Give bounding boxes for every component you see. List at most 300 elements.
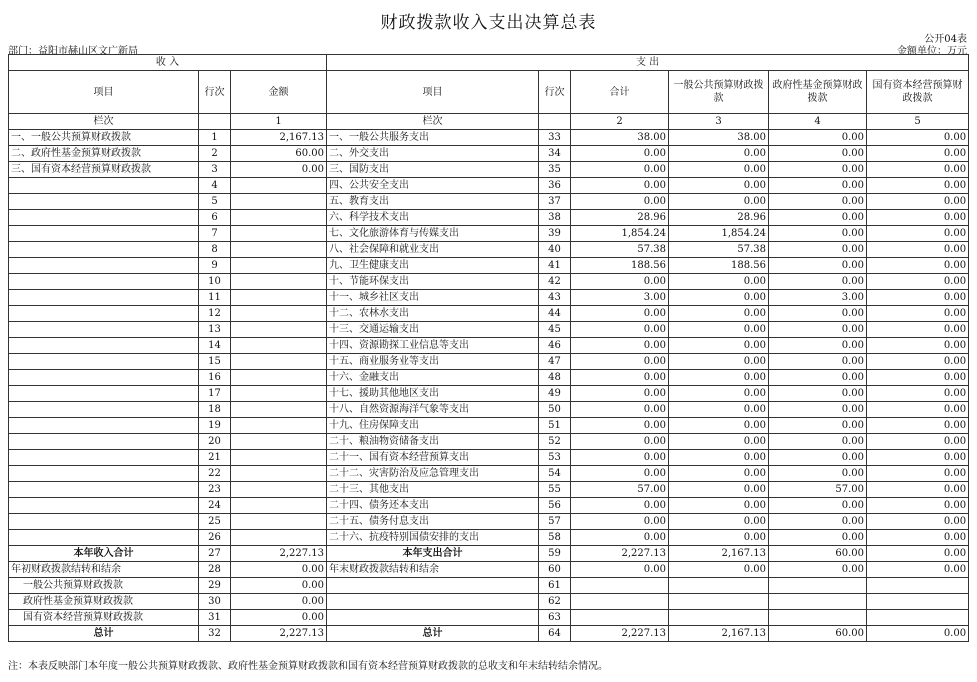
expense-fund-cell: 0.00 (769, 146, 867, 162)
income-item-cell (9, 418, 199, 434)
expense-total-capital: 0.00 (867, 546, 969, 562)
expense-general-cell: 1,854.24 (669, 226, 769, 242)
expense-general-cell: 0.00 (669, 354, 769, 370)
carryover-expense-total: 0.00 (571, 562, 669, 578)
expense-fund-cell: 0.00 (769, 306, 867, 322)
carryover-expense-fund (769, 610, 867, 626)
carryover-income-amount: 0.00 (231, 578, 327, 594)
income-amount-cell (231, 530, 327, 546)
expense-capital-cell: 0.00 (867, 482, 969, 498)
expense-item-cell: 十九、住房保障支出 (327, 418, 539, 434)
expense-capital-cell: 0.00 (867, 386, 969, 402)
col-header-fund: 政府性基金预算财政拨款 (769, 71, 867, 114)
expense-fund-cell: 0.00 (769, 162, 867, 178)
income-row-number: 2 (199, 146, 231, 162)
income-row-number: 26 (199, 530, 231, 546)
expense-fund-cell: 0.00 (769, 226, 867, 242)
income-item-cell (9, 178, 199, 194)
income-item-cell (9, 274, 199, 290)
table-row (9, 386, 969, 402)
seq-label-income: 栏次 (9, 114, 199, 130)
expense-general-cell: 188.56 (669, 258, 769, 274)
income-row-number: 21 (199, 450, 231, 466)
income-amount-cell: 0.00 (231, 162, 327, 178)
expense-general-cell: 0.00 (669, 466, 769, 482)
expense-item-cell: 四、公共安全支出 (327, 178, 539, 194)
expense-capital-cell: 0.00 (867, 402, 969, 418)
expense-total-cell: 57.38 (571, 242, 669, 258)
expense-row-number: 50 (539, 402, 571, 418)
carryover-income-row-number: 30 (199, 594, 231, 610)
expense-total-cell: 28.96 (571, 210, 669, 226)
grand-total-income-row-number: 32 (199, 626, 231, 642)
income-item-cell (9, 434, 199, 450)
grand-total-income-amount: 2,227.13 (231, 626, 327, 642)
seq-2: 2 (571, 114, 669, 130)
expense-capital-cell: 0.00 (867, 434, 969, 450)
expense-general-cell: 57.38 (669, 242, 769, 258)
expense-capital-cell: 0.00 (867, 338, 969, 354)
income-row-number: 10 (199, 274, 231, 290)
expense-general-cell: 0.00 (669, 338, 769, 354)
expense-total-cell: 0.00 (571, 338, 669, 354)
expense-row-number: 45 (539, 322, 571, 338)
expense-item-cell: 十三、交通运输支出 (327, 322, 539, 338)
expense-general-cell: 0.00 (669, 178, 769, 194)
col-header-income-row: 行次 (199, 71, 231, 114)
carryover-income-item: 一般公共预算财政拨款 (9, 578, 199, 594)
income-row-number: 7 (199, 226, 231, 242)
carryover-expense-fund (769, 594, 867, 610)
income-item-cell (9, 226, 199, 242)
expense-general-cell: 0.00 (669, 498, 769, 514)
expense-fund-cell: 0.00 (769, 530, 867, 546)
carryover-expense-general: 0.00 (669, 562, 769, 578)
table-row (9, 178, 969, 194)
expense-total-cell: 0.00 (571, 146, 669, 162)
expense-total-cell: 0.00 (571, 530, 669, 546)
expense-total-cell: 0.00 (571, 274, 669, 290)
seq-blank (199, 114, 231, 130)
expense-item-cell: 二十四、债务还本支出 (327, 498, 539, 514)
expense-fund-cell: 0.00 (769, 274, 867, 290)
expense-row-number: 34 (539, 146, 571, 162)
expense-capital-cell: 0.00 (867, 226, 969, 242)
expense-capital-cell: 0.00 (867, 354, 969, 370)
expense-general-cell: 0.00 (669, 322, 769, 338)
income-row-number: 25 (199, 514, 231, 530)
income-item-cell (9, 450, 199, 466)
expense-item-cell: 二、外交支出 (327, 146, 539, 162)
income-row-number: 8 (199, 242, 231, 258)
expense-total-cell: 0.00 (571, 514, 669, 530)
income-item-cell (9, 466, 199, 482)
income-item-cell (9, 514, 199, 530)
income-row-number: 6 (199, 210, 231, 226)
income-item-cell (9, 482, 199, 498)
expense-item-cell: 二十五、债务付息支出 (327, 514, 539, 530)
income-amount-cell (231, 386, 327, 402)
expense-item-cell: 二十二、灾害防治及应急管理支出 (327, 466, 539, 482)
income-row-number: 3 (199, 162, 231, 178)
expense-fund-cell: 0.00 (769, 338, 867, 354)
income-amount-cell (231, 322, 327, 338)
income-amount-cell (231, 338, 327, 354)
expense-general-cell: 0.00 (669, 194, 769, 210)
expense-row-number: 49 (539, 386, 571, 402)
expense-item-cell: 二十六、抗疫特别国债安排的支出 (327, 530, 539, 546)
expense-item-cell: 七、文化旅游体育与传媒支出 (327, 226, 539, 242)
expense-row-number: 41 (539, 258, 571, 274)
table-row (9, 354, 969, 370)
expense-total-cell: 38.00 (571, 130, 669, 146)
income-item-cell (9, 306, 199, 322)
expense-general-cell: 0.00 (669, 450, 769, 466)
expense-row-number: 35 (539, 162, 571, 178)
income-row-number: 24 (199, 498, 231, 514)
carryover-income-row-number: 29 (199, 578, 231, 594)
expense-general-cell: 0.00 (669, 370, 769, 386)
expense-item-cell: 十四、资源勘探工业信息等支出 (327, 338, 539, 354)
carryover-expense-general (669, 610, 769, 626)
expense-fund-cell: 0.00 (769, 370, 867, 386)
expense-total-cell: 3.00 (571, 290, 669, 306)
expense-total-cell: 0.00 (571, 178, 669, 194)
income-item-cell (9, 258, 199, 274)
expense-item-cell: 十五、商业服务业等支出 (327, 354, 539, 370)
expense-general-cell: 0.00 (669, 402, 769, 418)
expense-total-cell: 0.00 (571, 162, 669, 178)
expense-total-cell: 0.00 (571, 386, 669, 402)
income-row-number: 19 (199, 418, 231, 434)
table-row (9, 370, 969, 386)
income-amount-cell (231, 178, 327, 194)
income-amount-cell (231, 274, 327, 290)
income-item-cell (9, 370, 199, 386)
expense-item-cell: 二十一、国有资本经营预算支出 (327, 450, 539, 466)
table-row (9, 514, 969, 530)
expense-capital-cell: 0.00 (867, 514, 969, 530)
seq-3: 3 (669, 114, 769, 130)
expense-fund-cell: 0.00 (769, 354, 867, 370)
unit-label: 金额单位：万元 (897, 46, 967, 57)
column-header-row (9, 71, 969, 114)
income-amount-cell (231, 450, 327, 466)
carryover-expense-general (669, 594, 769, 610)
expense-total-cell: 0.00 (571, 450, 669, 466)
income-amount-cell (231, 434, 327, 450)
expense-fund-cell: 0.00 (769, 418, 867, 434)
carryover-row (9, 594, 969, 610)
table-row (9, 210, 969, 226)
expense-capital-cell: 0.00 (867, 306, 969, 322)
expense-total-cell: 0.00 (571, 354, 669, 370)
carryover-expense-capital (867, 594, 969, 610)
income-row-number: 11 (199, 290, 231, 306)
carryover-expense-row-number: 60 (539, 562, 571, 578)
seq-blank (539, 114, 571, 130)
income-row-number: 5 (199, 194, 231, 210)
income-section-header: 收 入 (9, 55, 327, 71)
expense-fund-cell: 0.00 (769, 466, 867, 482)
carryover-expense-fund: 0.00 (769, 562, 867, 578)
income-item-cell (9, 322, 199, 338)
carryover-expense-item (327, 594, 539, 610)
col-header-general: 一般公共预算财政拨款 (669, 71, 769, 114)
carryover-expense-fund (769, 578, 867, 594)
expense-row-number: 33 (539, 130, 571, 146)
table-row (9, 498, 969, 514)
income-row-number: 22 (199, 466, 231, 482)
income-item-cell (9, 498, 199, 514)
expense-item-cell: 十一、城乡社区支出 (327, 290, 539, 306)
grand-total-expense-row-number: 64 (539, 626, 571, 642)
carryover-income-row-number: 28 (199, 562, 231, 578)
expense-total-cell: 0.00 (571, 402, 669, 418)
expense-total-cell: 57.00 (571, 482, 669, 498)
carryover-income-amount: 0.00 (231, 562, 327, 578)
carryover-expense-total (571, 610, 669, 626)
expense-capital-cell: 0.00 (867, 258, 969, 274)
expense-row-number: 51 (539, 418, 571, 434)
expense-general-cell: 0.00 (669, 418, 769, 434)
expense-total-cell: 0.00 (571, 194, 669, 210)
grand-total-expense-fund: 60.00 (769, 626, 867, 642)
expense-general-cell: 0.00 (669, 514, 769, 530)
income-total-label: 本年收入合计 (9, 546, 199, 562)
income-item-cell: 一、一般公共预算财政拨款 (9, 130, 199, 146)
table-row (9, 130, 969, 146)
expense-general-cell: 0.00 (669, 162, 769, 178)
annual-total-row (9, 546, 969, 562)
expense-capital-cell: 0.00 (867, 530, 969, 546)
expense-item-cell: 八、社会保障和就业支出 (327, 242, 539, 258)
expense-fund-cell: 0.00 (769, 258, 867, 274)
expense-row-number: 54 (539, 466, 571, 482)
income-item-cell (9, 354, 199, 370)
expense-capital-cell: 0.00 (867, 210, 969, 226)
expense-row-number: 37 (539, 194, 571, 210)
expense-capital-cell: 0.00 (867, 450, 969, 466)
column-number-row (9, 114, 969, 130)
expense-total-cell: 0.00 (571, 498, 669, 514)
carryover-expense-capital: 0.00 (867, 562, 969, 578)
carryover-row (9, 610, 969, 626)
table-row (9, 162, 969, 178)
expense-item-cell: 十八、自然资源海洋气象等支出 (327, 402, 539, 418)
carryover-expense-row-number: 63 (539, 610, 571, 626)
expense-row-number: 44 (539, 306, 571, 322)
expense-fund-cell: 0.00 (769, 210, 867, 226)
income-item-cell (9, 242, 199, 258)
expense-total-row-number: 59 (539, 546, 571, 562)
carryover-income-item: 国有资本经营预算财政拨款 (9, 610, 199, 626)
income-item-cell: 三、国有资本经营预算财政拨款 (9, 162, 199, 178)
expense-total-cell: 0.00 (571, 418, 669, 434)
expense-row-number: 47 (539, 354, 571, 370)
income-row-number: 17 (199, 386, 231, 402)
expense-total-cell: 0.00 (571, 306, 669, 322)
income-item-cell (9, 386, 199, 402)
seq-4: 4 (769, 114, 867, 130)
expense-capital-cell: 0.00 (867, 194, 969, 210)
seq-5: 5 (867, 114, 969, 130)
expense-capital-cell: 0.00 (867, 290, 969, 306)
table-row (9, 274, 969, 290)
carryover-expense-capital (867, 578, 969, 594)
carryover-income-row-number: 31 (199, 610, 231, 626)
table-row (9, 146, 969, 162)
grand-total-expense-general: 2,167.13 (669, 626, 769, 642)
income-amount-cell (231, 370, 327, 386)
department-label: 部门：益阳市赫山区文广新局 (8, 46, 138, 57)
footnote: 注：本表反映部门本年度一般公共预算财政拨款、政府性基金预算财政拨款和国有资本经营预算财政拨款的总收支和年末结转结余情况。 (8, 661, 608, 672)
expense-general-cell: 0.00 (669, 274, 769, 290)
expense-section-header: 支 出 (327, 55, 969, 71)
expense-row-number: 56 (539, 498, 571, 514)
table-row (9, 466, 969, 482)
income-item-cell (9, 338, 199, 354)
expense-total-cell: 0.00 (571, 434, 669, 450)
expense-item-cell: 十六、金融支出 (327, 370, 539, 386)
income-amount-cell (231, 226, 327, 242)
income-item-cell (9, 194, 199, 210)
col-header-expense-row: 行次 (539, 71, 571, 114)
expense-capital-cell: 0.00 (867, 146, 969, 162)
expense-fund-cell: 0.00 (769, 498, 867, 514)
expense-fund-cell: 0.00 (769, 434, 867, 450)
expense-item-cell: 五、教育支出 (327, 194, 539, 210)
table-row (9, 322, 969, 338)
expense-row-number: 39 (539, 226, 571, 242)
expense-capital-cell: 0.00 (867, 418, 969, 434)
expense-fund-cell: 0.00 (769, 386, 867, 402)
expense-total-label: 本年支出合计 (327, 546, 539, 562)
income-row-number: 20 (199, 434, 231, 450)
carryover-row (9, 562, 969, 578)
income-row-number: 13 (199, 322, 231, 338)
grand-total-expense-label: 总计 (327, 626, 539, 642)
expense-item-cell: 九、卫生健康支出 (327, 258, 539, 274)
carryover-row (9, 578, 969, 594)
table-row (9, 290, 969, 306)
seq-label-expense: 栏次 (327, 114, 539, 130)
expense-general-cell: 0.00 (669, 482, 769, 498)
expense-capital-cell: 0.00 (867, 498, 969, 514)
expense-row-number: 48 (539, 370, 571, 386)
carryover-expense-row-number: 61 (539, 578, 571, 594)
carryover-expense-total (571, 578, 669, 594)
expense-total-total: 2,227.13 (571, 546, 669, 562)
expense-general-cell: 0.00 (669, 290, 769, 306)
expense-total-cell: 188.56 (571, 258, 669, 274)
expense-general-cell: 0.00 (669, 434, 769, 450)
expense-capital-cell: 0.00 (867, 130, 969, 146)
table-row (9, 482, 969, 498)
fiscal-table (8, 54, 969, 642)
income-row-number: 16 (199, 370, 231, 386)
income-row-number: 23 (199, 482, 231, 498)
expense-fund-cell: 0.00 (769, 322, 867, 338)
table-row (9, 418, 969, 434)
income-item-cell: 二、政府性基金预算财政拨款 (9, 146, 199, 162)
expense-item-cell: 三、国防支出 (327, 162, 539, 178)
expense-total-cell: 0.00 (571, 322, 669, 338)
table-row (9, 402, 969, 418)
seq-1: 1 (231, 114, 327, 130)
income-item-cell (9, 530, 199, 546)
expense-general-cell: 0.00 (669, 306, 769, 322)
carryover-expense-item: 年末财政拨款结转和结余 (327, 562, 539, 578)
col-header-total: 合计 (571, 71, 669, 114)
expense-capital-cell: 0.00 (867, 242, 969, 258)
table-row (9, 434, 969, 450)
carryover-income-item: 年初财政拨款结转和结余 (9, 562, 199, 578)
expense-row-number: 58 (539, 530, 571, 546)
expense-item-cell: 二十、粮油物资储备支出 (327, 434, 539, 450)
expense-fund-cell: 0.00 (769, 242, 867, 258)
expense-general-cell: 38.00 (669, 130, 769, 146)
section-header-row (9, 55, 969, 71)
income-amount-cell (231, 242, 327, 258)
expense-capital-cell: 0.00 (867, 370, 969, 386)
carryover-income-amount: 0.00 (231, 610, 327, 626)
income-amount-cell (231, 210, 327, 226)
expense-capital-cell: 0.00 (867, 178, 969, 194)
grand-total-row (9, 626, 969, 642)
expense-row-number: 46 (539, 338, 571, 354)
expense-total-cell: 0.00 (571, 370, 669, 386)
table-row (9, 306, 969, 322)
table-row (9, 258, 969, 274)
income-row-number: 9 (199, 258, 231, 274)
table-row (9, 530, 969, 546)
expense-row-number: 57 (539, 514, 571, 530)
carryover-expense-item (327, 610, 539, 626)
table-row (9, 226, 969, 242)
carryover-income-amount: 0.00 (231, 594, 327, 610)
income-amount-cell (231, 498, 327, 514)
col-header-expense-item: 项目 (327, 71, 539, 114)
expense-total-fund: 60.00 (769, 546, 867, 562)
carryover-expense-row-number: 62 (539, 594, 571, 610)
expense-item-cell: 六、科学技术支出 (327, 210, 539, 226)
form-code: 公开04表 (924, 34, 967, 45)
report-title: 财政拨款收入支出决算总表 (380, 13, 597, 33)
expense-row-number: 55 (539, 482, 571, 498)
carryover-expense-total (571, 594, 669, 610)
expense-fund-cell: 57.00 (769, 482, 867, 498)
income-row-number: 15 (199, 354, 231, 370)
expense-row-number: 53 (539, 450, 571, 466)
col-header-capital: 国有资本经营预算财政拨款 (867, 71, 969, 114)
income-amount-cell (231, 258, 327, 274)
income-item-cell (9, 210, 199, 226)
expense-fund-cell: 0.00 (769, 402, 867, 418)
carryover-expense-general (669, 578, 769, 594)
income-amount-cell (231, 418, 327, 434)
expense-fund-cell: 0.00 (769, 514, 867, 530)
table-row (9, 194, 969, 210)
expense-row-number: 38 (539, 210, 571, 226)
income-amount-cell (231, 482, 327, 498)
expense-item-cell: 二十三、其他支出 (327, 482, 539, 498)
grand-total-expense-total: 2,227.13 (571, 626, 669, 642)
income-row-number: 14 (199, 338, 231, 354)
expense-fund-cell: 3.00 (769, 290, 867, 306)
income-amount-cell (231, 290, 327, 306)
expense-fund-cell: 0.00 (769, 450, 867, 466)
